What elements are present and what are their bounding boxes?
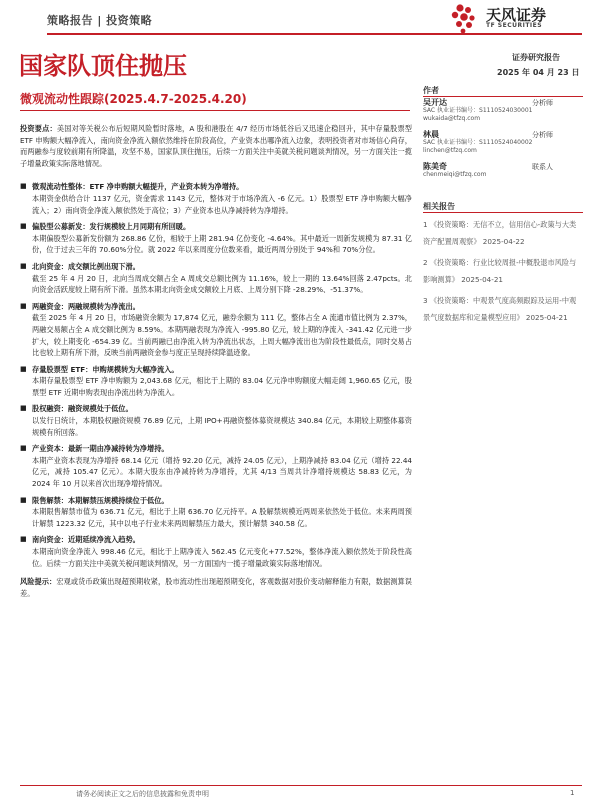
- section-title: ■ 存量股票型 ETF：申购规模转为大幅净流入。: [20, 364, 412, 376]
- report-body: [20, 123, 412, 599]
- risk-lead: 风险提示：: [20, 577, 57, 587]
- logo-text-cn: 天风证券: [486, 6, 547, 24]
- author-block: [423, 163, 583, 179]
- section-text: 以发行日统计，本期股权融资规模 76.89 亿元，上期 IPO+再融资整体募资规模达 340.84 亿元，本期较上期整体募资规模有所回落。: [32, 416, 412, 437]
- related-divider: [423, 212, 583, 213]
- report-type-label: 策略报告 | 投资策略: [47, 14, 153, 27]
- report-date: 2025 年 04 月 23 日: [497, 68, 580, 77]
- section-title: ■ 产业资本：最新一期由净减持转为净增持。: [20, 443, 412, 455]
- related-report-item[interactable]: 3 《投资策略：中观景气度高频跟踪及运用-中观景气度数据库和定量模型应用》 2025-04-21: [423, 296, 577, 322]
- author-name: 林晨: [423, 130, 439, 139]
- footer-divider: [20, 785, 582, 786]
- section-title: ■ 微观流动性整体：ETF 净申购额大幅提升，产业资本转为净增持。: [20, 181, 412, 193]
- author-block: [423, 99, 583, 123]
- author-role: 联系人: [532, 163, 553, 171]
- author-name: 吴开达: [423, 98, 447, 107]
- related-report-item[interactable]: 2 《投资策略：行业比较周报-中概股退市风险与影响测算》 2025-04-21: [423, 258, 577, 284]
- related-reports-heading: 相关报告: [423, 202, 455, 211]
- section-title: ■ 两融资金：两融规模转为净流出。: [20, 301, 412, 313]
- report-category: 证券研究报告: [512, 53, 560, 62]
- footer-disclaimer: 请务必阅读正文之后的信息披露和免责申明: [76, 790, 209, 798]
- section-title: ■ 限售解禁：本期解禁压规模持续位于低位。: [20, 495, 412, 507]
- section-title: ■ 偏股型公募新发：发行规模较上月同期有所回暖。: [20, 221, 412, 233]
- subtitle-divider: [20, 110, 410, 111]
- abstract-text: 美国对等关税公布后短期风险暂时落地，A 股和港股在 4/7 经历市场低谷后又迅速企稳回升，其中存量股票型 ETF 申购额大幅净流入，南向资金净流入额依然维持在阶段高位，产业资本出哪净流入边象，表明投资者对市场信心尚存，而两融参与度较前期有所降温，攻坚不易，国家队顶住抛压，后续一方面关注中美就关税问题谈判情况，另一方面关注一揽子增量政策实际落地情况。: [20, 124, 412, 168]
- section-text: 本期资金供给合计 1137 亿元，资金需求 1143 亿元，整体对于市场净流入 -6 亿元。1）股票型 ETF 净申购额大幅净流入；2）南向资金净流入额依然处于高位；3）产业资本也从净减持转为净增持。: [32, 193, 412, 215]
- related-report-item[interactable]: 1 《投资策略：无信不立，信用信心-政策与大类资产配置周观察》 2025-04-22: [423, 220, 577, 246]
- author-email[interactable]: wukaida@tfzq.com: [423, 115, 481, 122]
- author-block: [423, 131, 583, 155]
- section-text: 本期偏股型公募新发份额为 268.86 亿份，相较于上期 281.94 亿份变化 -4.64%。其中最近一周新发规模为 87.31 亿份，位于过去三年的 70.60%分位。就 2022 年以来周度分位数来看，最近两周分别处于 94%和 70%分位。: [32, 233, 412, 255]
- section-text: 本期存量股票型 ETF 净申购额为 2,043.68 亿元，相比于上期的 83.04 亿元净申购额度大幅走阔 1,960.65 亿元，股票型 ETF 近期申购表现由净流出转为净流入。: [32, 376, 412, 397]
- author-email[interactable]: linchen@tfzq.com: [423, 147, 477, 154]
- section-text: 本期南向资金净流入 998.46 亿元，相比于上期净流入 562.45 亿元变化+77.52%，整体净流入额依然处于阶段性高位。后续一方面关注中美就关税问题谈判情况，另一方面国内一揽子增量政策实际落地情况。: [32, 547, 412, 568]
- authors-divider: [423, 96, 583, 97]
- top-divider: [47, 33, 582, 35]
- section-title: ■ 北向资金：成交额比例出现下滑。: [20, 261, 412, 273]
- section-text: 截至 2025 年 4 月 20 日，市场融资余额为 17,874 亿元，融券余额为 111 亿，整体占全 A 流通市值比例为 2.37%，两融交易额占全 A 成交额比例为 8.59%。本期两融表现为净流入 -995.80 亿元，较上期的净流入 -341.42 亿元进一步扩大，较上期变化 -654.39 亿。当前两融已由净流入转为净流出状态，上周大幅净流出也为阶段性最低点，同时交易占比也较上期有所下滑，反映当前两融资金参与度正呈现持续降温迹象。: [32, 313, 412, 358]
- abstract-lead: 投资要点：: [20, 124, 57, 133]
- author-role: 分析师: [532, 99, 553, 107]
- author-name: 陈美奇: [423, 162, 447, 171]
- risk-paragraph: [20, 576, 412, 599]
- author-license: SAC 执业证书编号：S1110524030001: [423, 107, 533, 114]
- report-subtitle: 微观流动性跟踪(2025.4.7-2025.4.20): [20, 92, 247, 106]
- logo-text-en: TF SECURITIES: [486, 22, 543, 29]
- risk-text: 宏观或货币政策出现超预期收紧，股市流动性出现超预期变化，客观数据对股价变动解释能力有限，数据测算误差。: [20, 577, 412, 598]
- authors-heading: 作者: [423, 86, 439, 95]
- report-title: 国家队顶住抛压: [19, 52, 187, 80]
- section-text: 截至 25 年 4 月 20 日，北向当周成交额占全 A 周成交总额比例为 11.16%，较上一期的 13.64%回落 2.47pcts。北向资金活跃度较上期有所下滑。虽然本期北向资金成交额较上月底、上周分别下降 -28.29%、-51.37%。: [32, 273, 412, 295]
- section-title: ■ 南向资金：近期延续净流入趋势。: [20, 534, 412, 546]
- author-role: 分析师: [532, 131, 553, 139]
- page-number: 1: [570, 789, 575, 797]
- author-license: SAC 执业证书编号：S1110524040002: [423, 139, 533, 146]
- abstract-paragraph: [20, 123, 412, 169]
- section-title: ■ 股权融资：融资规模处于低位。: [20, 403, 412, 415]
- author-email[interactable]: chenmeiqi@tfzq.com: [423, 171, 487, 178]
- related-reports-list: [423, 216, 583, 330]
- section-text: 本期产业资本表现为净增持 68.14 亿元（增持 92.20 亿元，减持 24.05 亿元），上期净减持 83.04 亿元（增持 22.44 亿元，减持 105.47 亿元）。本期大股东由净减持转为净增持，尤其 4/13 当周共计净增持规模达 58.83 亿元，为 2024 年 10 月以来首次出现净增持情况。: [32, 455, 412, 489]
- section-text: 本期限售解禁市值为 636.71 亿元，相比于上期 636.70 亿元持平。A 股解禁规模近两周来依然处于低位。未来两周预计解禁 1223.32 亿元，其中以电子行业未来两周解禁压力最大，预计解禁 340.58 亿。: [32, 507, 412, 528]
